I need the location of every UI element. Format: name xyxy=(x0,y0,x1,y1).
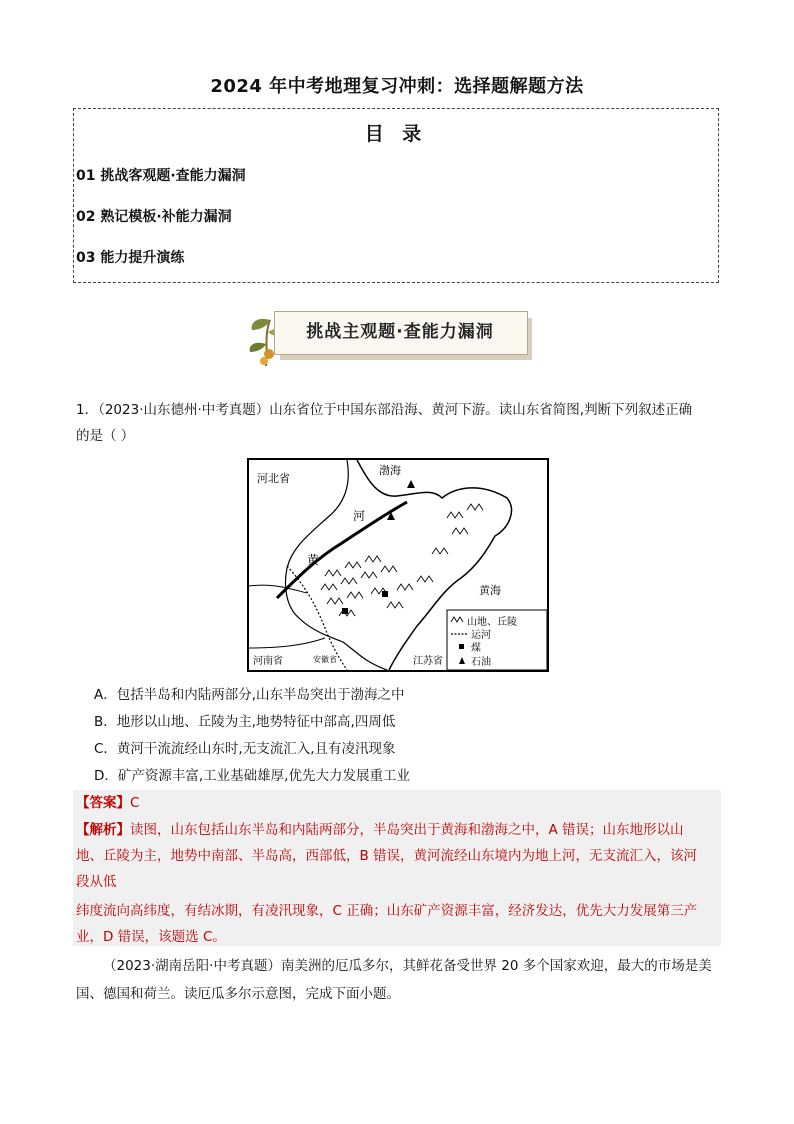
answer-line xyxy=(76,790,722,816)
option-c[interactable]: C．黄河干流流经山东时,无支流汇入,且有凌汛现象 xyxy=(94,741,396,757)
analysis-text: 读图，山东包括山东半岛和内陆两部分，半岛突出于黄海和渤海之中，A 错误；山东地形以山 xyxy=(130,822,684,838)
question-stem-continued: 的是（ ） xyxy=(76,428,135,444)
map-label-he: 河 xyxy=(353,509,366,523)
answer-value: C xyxy=(130,795,140,811)
map-label-hebei: 河北省 xyxy=(257,473,290,485)
analysis-text: 纬度流向高纬度，有结冰期，有凌汛现象，C 正确；山东矿产资源丰富，经济发达，优先大力发展第三产 xyxy=(76,903,698,919)
question-stem: 1．（2023·山东德州·中考真题）山东省位于中国东部沿海、黄河下游。读山东省简图,判断下列叙述正确 xyxy=(76,402,693,418)
analysis-label: 【解析】 xyxy=(76,822,130,838)
map-label-anhui: 安徽省 xyxy=(313,655,337,664)
toc-item[interactable]: 03 能力提升演练 xyxy=(76,250,185,266)
toc-heading: 目 录 xyxy=(364,123,428,145)
map-legend xyxy=(447,610,547,670)
coal-symbol xyxy=(382,591,388,597)
table-of-contents xyxy=(73,108,719,283)
toc-item[interactable]: 02 熟记模板·补能力漏洞 xyxy=(76,209,232,225)
map-label-bohai: 渤海 xyxy=(379,465,401,477)
analysis-text: 段从低 xyxy=(76,874,117,890)
banner-title: 挑战主观题·查能力漏洞 xyxy=(306,322,494,342)
coal-symbol xyxy=(342,608,348,614)
legend-canal-label: 运河 xyxy=(471,630,491,641)
option-a[interactable]: A．包括半岛和内陆两部分,山东半岛突出于渤海之中 xyxy=(94,687,405,703)
section-banner xyxy=(244,306,534,370)
toc-item[interactable]: 01 挑战客观题·查能力漏洞 xyxy=(76,168,246,184)
analysis-line xyxy=(76,817,722,843)
answer-label: 【答案】 xyxy=(76,795,130,811)
legend-coal-label: 煤 xyxy=(471,643,481,654)
legend-oil-label: 石油 xyxy=(471,657,491,668)
option-b[interactable]: B．地形以山地、丘陵为主,地势特征中部高,四周低 xyxy=(94,714,396,730)
map-label-huanghai: 黄海 xyxy=(479,585,501,597)
legend-mountain-label: 山地、丘陵 xyxy=(467,617,517,628)
document-title: 2024 年中考地理复习冲刺：选择题解题方法 xyxy=(210,76,584,97)
question2-intro: （2023·湖南岳阳·中考真题）南美洲的厄瓜多尔，其鲜花备受世界 20 多个国家欢迎，最大的市场是美国、德国和荷兰。读厄瓜多尔示意图，完成下面小题。 xyxy=(76,958,712,1002)
analysis-text: 业，D 错误，该题选 C。 xyxy=(76,929,226,945)
map-label-henan: 河南省 xyxy=(253,656,283,667)
option-d[interactable]: D．矿产资源丰富,工业基础雄厚,优先大力发展重工业 xyxy=(94,768,410,784)
map-label-huang: 黄 xyxy=(307,553,320,567)
analysis-text: 地、丘陵为主，地势中南部、半岛高，西部低，B 错误，黄河流经山东境内为地上河，无支流汇入，该河 xyxy=(76,848,698,864)
map-label-jiangsu: 江苏省 xyxy=(413,656,443,667)
shandong-map xyxy=(247,458,549,672)
